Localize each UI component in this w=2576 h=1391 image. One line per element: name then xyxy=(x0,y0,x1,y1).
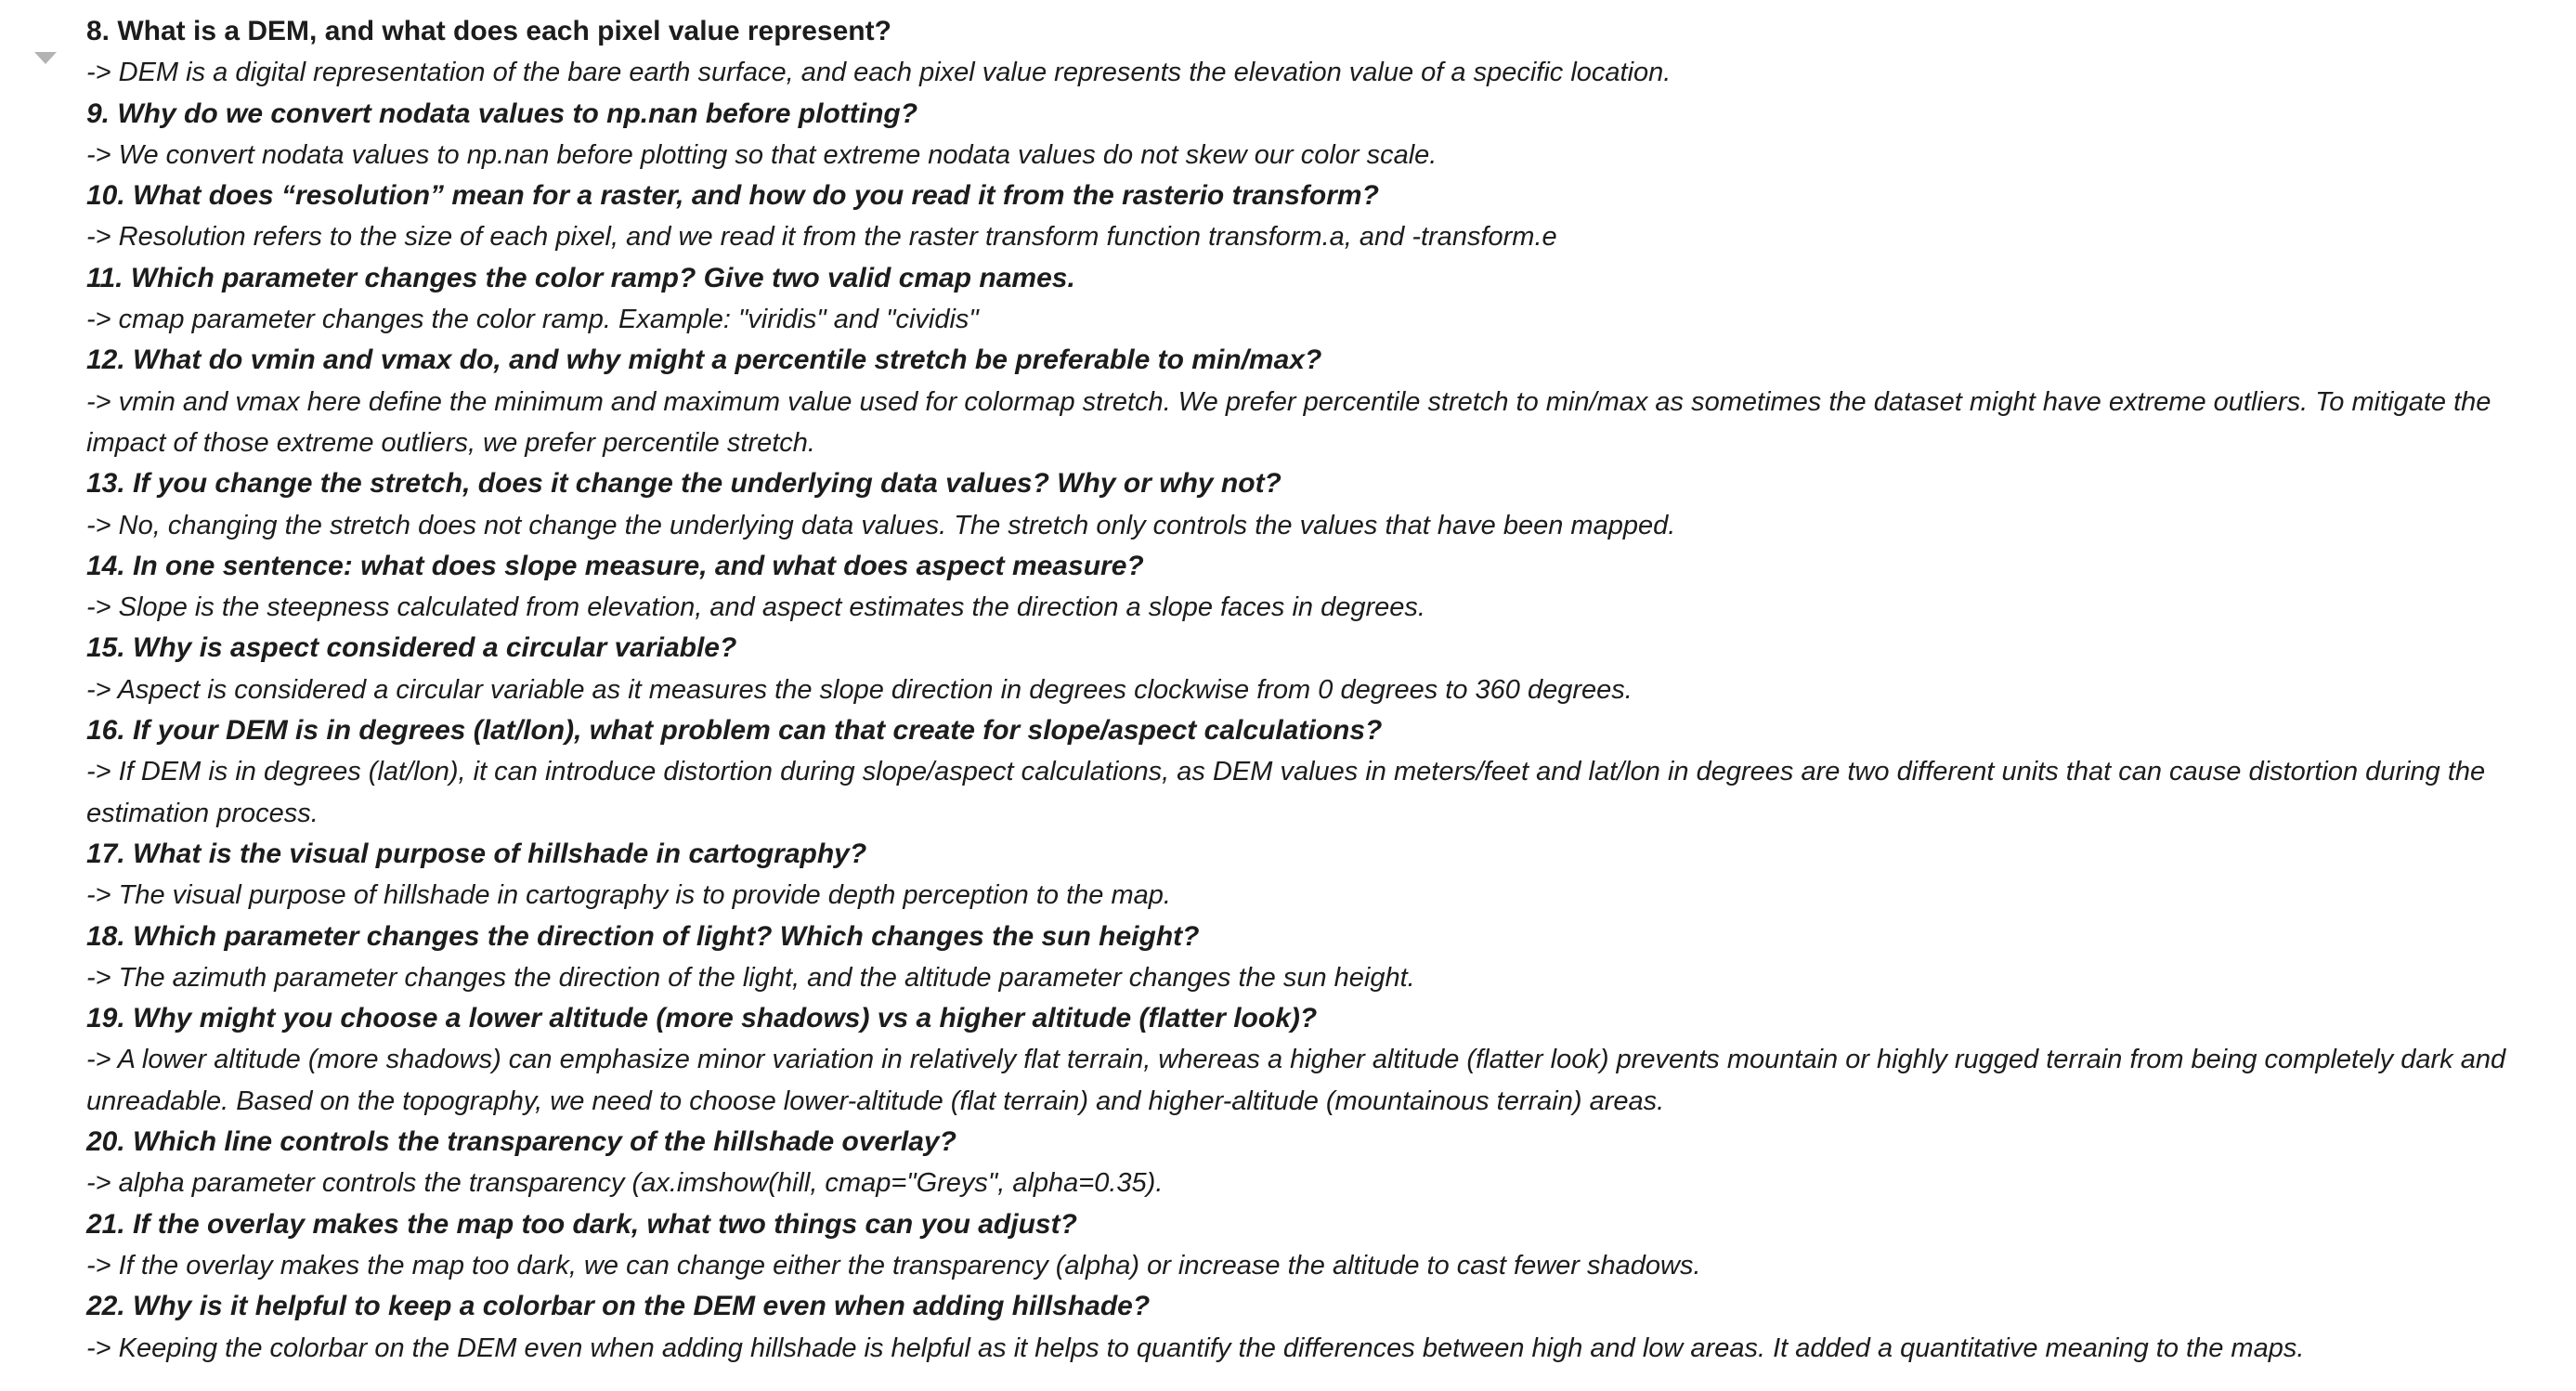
qa-item-19 xyxy=(86,998,2538,1122)
qa-item-20 xyxy=(86,1122,2538,1204)
question-20: 20. Which line controls the transparency of the hillshade overlay? xyxy=(86,1126,956,1158)
question-19: 19. Why might you choose a lower altitude (more shadows) vs a higher altitude (flatter look)? xyxy=(86,1003,1318,1034)
question-21: 21. If the overlay makes the map too dark, what two things can you adjust? xyxy=(86,1208,1077,1240)
answer-18: -> The azimuth parameter changes the direction of the light, and the altitude parameter changes the sun height. xyxy=(86,962,1415,993)
answer-17: -> The visual purpose of hillshade in cartography is to provide depth perception to the map. xyxy=(86,880,1171,911)
question-17: 17. What is the visual purpose of hillshade in cartography? xyxy=(86,838,867,869)
question-13: 13. If you change the stretch, does it change the underlying data values? Why or why not? xyxy=(86,468,1281,500)
qa-item-11 xyxy=(86,258,2538,341)
answer-22: -> Keeping the colorbar on the DEM even when adding hillshade is helpful as it helps to quantify the differences between high and low areas. It added a quantitative meaning to the maps. xyxy=(86,1332,2305,1363)
qa-list xyxy=(86,11,2538,1369)
qa-item-9 xyxy=(86,94,2538,176)
question-11: 11. Which parameter changes the color ramp? Give two valid cmap names. xyxy=(86,262,1075,293)
answer-8: -> DEM is a digital representation of the bare earth surface, and each pixel value represents the elevation value of a specific location. xyxy=(86,58,1672,88)
question-9: 9. Why do we convert nodata values to np.nan before plotting? xyxy=(86,98,918,129)
question-14: 14. In one sentence: what does slope measure, and what does aspect measure? xyxy=(86,550,1144,581)
answer-10: -> Resolution refers to the size of each pixel, and we read it from the raster transform function transform.a, and -transform.e xyxy=(86,222,1557,253)
answer-21: -> If the overlay makes the map too dark, we can change either the transparency (alpha) or increase the altitude to cast fewer shadows. xyxy=(86,1250,1701,1280)
qa-item-17 xyxy=(86,834,2538,916)
answer-14: -> Slope is the steepness calculated from elevation, and aspect estimates the direction a slope faces in degrees. xyxy=(86,592,1425,623)
qa-item-12 xyxy=(86,340,2538,463)
answer-12: -> vmin and vmax here define the minimum and maximum value used for colormap stretch. We prefer percentile stretch to min/max as sometimes the dataset might have extreme outliers. To mitigate the impact of those extreme outliers, we prefer percentile stretch. xyxy=(86,386,2491,458)
answer-9: -> We convert nodata values to np.nan before plotting so that extreme nodata values do not skew our color scale. xyxy=(86,139,1438,170)
qa-item-15 xyxy=(86,628,2538,710)
question-8: 8. What is a DEM, and what does each pixel value represent? xyxy=(86,16,891,46)
question-16: 16. If your DEM is in degrees (lat/lon), what problem can that create for slope/aspect calculations? xyxy=(86,715,1383,747)
answer-15: -> Aspect is considered a circular variable as it measures the slope direction in degrees clockwise from 0 degrees to 360 degrees. xyxy=(86,674,1633,705)
qa-item-18 xyxy=(86,916,2538,999)
qa-item-16 xyxy=(86,710,2538,834)
question-18: 18. Which parameter changes the direction of light? Which changes the sun height? xyxy=(86,920,1200,952)
qa-item-8 xyxy=(86,11,2538,94)
qa-item-14 xyxy=(86,546,2538,629)
qa-item-21 xyxy=(86,1204,2538,1287)
answer-11: -> cmap parameter changes the color ramp. Example: "viridis" and "cividis" xyxy=(86,305,979,335)
answer-13: -> No, changing the stretch does not change the underlying data values. The stretch only controls the values that have been mapped. xyxy=(86,510,1676,540)
qa-item-22 xyxy=(86,1286,2538,1369)
collapse-toggle-icon[interactable] xyxy=(34,52,57,64)
question-10: 10. What does “resolution” mean for a raster, and how do you read it from the rasterio transform? xyxy=(86,180,1379,212)
answer-19: -> A lower altitude (more shadows) can emphasize minor variation in relatively flat terrain, whereas a higher altitude (flatter look) prevents mountain or highly rugged terrain from being completely dark and unreadable. Based on the topography, we need to choose lower-altitude (flat terrain) and higher-altitude (mountainous terrain) areas. xyxy=(86,1045,2506,1116)
qa-item-13 xyxy=(86,463,2538,546)
question-12: 12. What do vmin and vmax do, and why might a percentile stretch be preferable to min/max? xyxy=(86,344,1322,376)
answer-20: -> alpha parameter controls the transparency (ax.imshow(hill, cmap="Greys", alpha=0.35). xyxy=(86,1168,1164,1199)
question-15: 15. Why is aspect considered a circular variable? xyxy=(86,632,737,664)
qa-item-10 xyxy=(86,176,2538,258)
question-22: 22. Why is it helpful to keep a colorbar on the DEM even when adding hillshade? xyxy=(86,1291,1151,1322)
answer-16: -> If DEM is in degrees (lat/lon), it can introduce distortion during slope/aspect calculations, as DEM values in meters/feet and lat/lon in degrees are two different units that can cause distortion during the estimation process. xyxy=(86,757,2486,828)
